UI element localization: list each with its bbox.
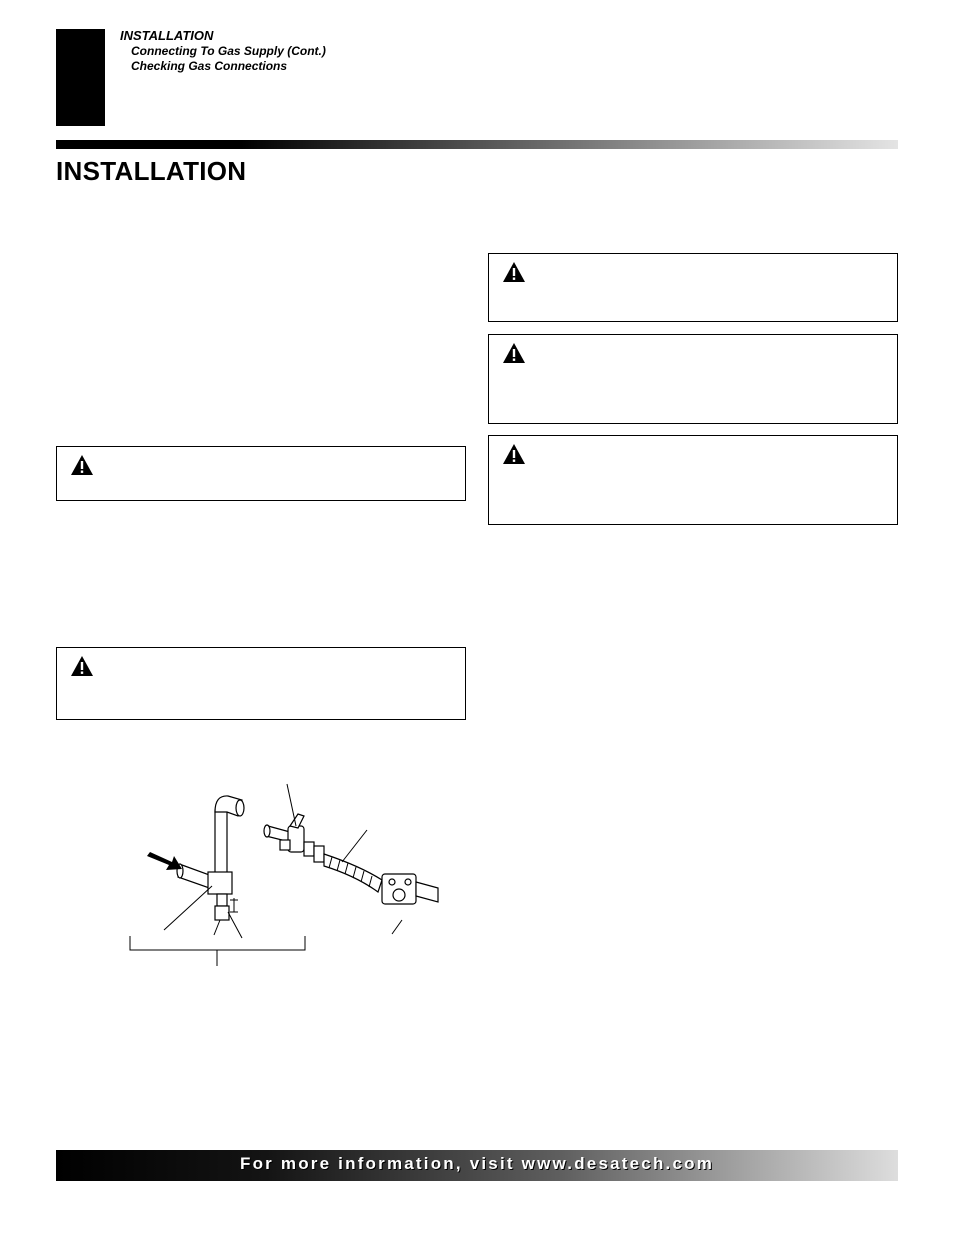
warning-triangle-icon <box>502 342 526 364</box>
warning-triangle-icon <box>70 655 94 677</box>
breadcrumb-topic-gas-supply: Connecting To Gas Supply (Cont.) <box>131 44 326 58</box>
warning-box-right-1 <box>488 253 898 322</box>
footer-bar <box>56 1150 898 1181</box>
breadcrumb <box>120 28 326 74</box>
warning-triangle-icon <box>70 454 94 476</box>
header-gradient-rule <box>56 140 898 149</box>
breadcrumb-topic-checking-connections: Checking Gas Connections <box>131 59 288 73</box>
warning-triangle-icon <box>502 261 526 283</box>
warning-triangle-icon <box>502 443 526 465</box>
warning-box-left-1 <box>56 446 466 501</box>
warning-box-right-2 <box>488 334 898 424</box>
footer-website-text: For more information, visit www.desatech.com <box>239 1154 715 1173</box>
page-title: INSTALLATION <box>56 156 247 186</box>
breadcrumb-section: INSTALLATION <box>120 28 214 43</box>
warning-box-right-3 <box>488 435 898 525</box>
gas-connection-illustration <box>120 770 450 970</box>
warning-box-left-2 <box>56 647 466 720</box>
section-tab-block <box>56 29 105 126</box>
